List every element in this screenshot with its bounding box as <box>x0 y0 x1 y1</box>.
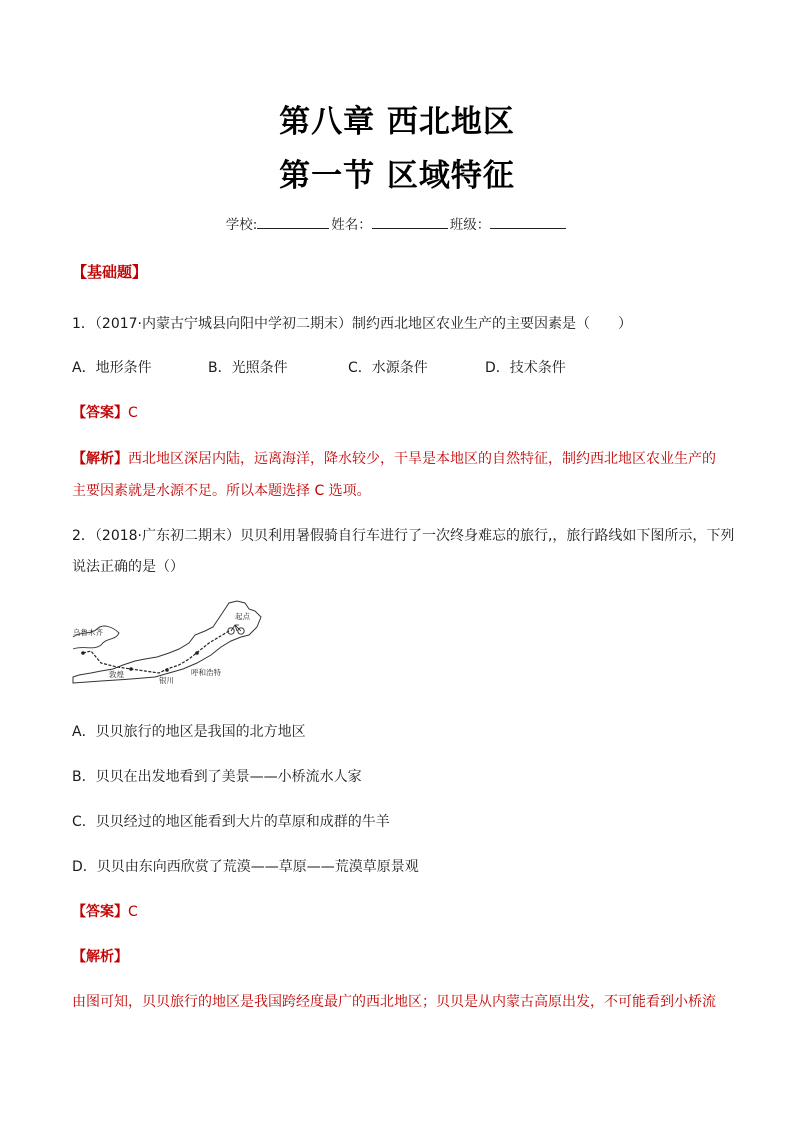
label-hohhot: 呼和浩特 <box>191 668 221 677</box>
q2-stem-line-2: 说法正确的是（） <box>72 559 184 575</box>
q1-analysis-line-2: 主要因素就是水源不足。所以本题选择 C 选项。 <box>72 483 371 499</box>
label-yinchuan: 银川 <box>159 676 174 685</box>
q2-option-c: C．贝贝经过的地区能看到大片的草原和成群的牛羊 <box>72 814 390 830</box>
label-start: 起点 <box>235 612 250 621</box>
q2-answer-label: 【答案】 <box>72 904 128 920</box>
urumqi-dot <box>81 651 85 655</box>
section-title: 第一节 区域特征 <box>279 158 515 194</box>
bicycle-icon <box>228 625 244 634</box>
q1-option-a: A．地形条件 <box>72 360 152 376</box>
q2-analysis-label: 【解析】 <box>72 949 128 965</box>
chapter-title: 第八章 西北地区 <box>279 104 515 140</box>
student-info-line <box>0 213 794 233</box>
route-map-svg <box>71 597 267 693</box>
q1-options <box>72 358 566 378</box>
route-line <box>83 631 229 673</box>
hohhot-dot <box>195 651 199 655</box>
school-blank[interactable] <box>257 216 329 229</box>
label-dunhuang: 敦煌 <box>109 670 124 679</box>
q2-option-b: B．贝贝在出发地看到了美景——小桥流水人家 <box>72 769 362 785</box>
q2-option-a: A．贝贝旅行的地区是我国的北方地区 <box>72 724 306 740</box>
q1-analysis-label: 【解析】 <box>72 451 128 467</box>
name-blank[interactable] <box>372 216 448 229</box>
q1-analysis-text-1: 西北地区深居内陆，远离海洋，降水较少，干旱是本地区的自然特征，制约西北地区农业生产的 <box>128 451 716 467</box>
q2-answer-value: C <box>128 904 138 920</box>
label-urumqi: 乌鲁木齐 <box>73 628 103 637</box>
q2-option-d: D．贝贝由东向西欣赏了荒漠——草原——荒漠草原景观 <box>72 859 419 875</box>
q2-answer <box>72 902 138 922</box>
q1-stem: 1．（2017·内蒙古宁城县向阳中学初二期末）制约西北地区农业生产的主要因素是（ ） <box>72 316 632 332</box>
class-blank[interactable] <box>490 216 566 229</box>
basic-section-heading: 【基础题】 <box>72 263 148 281</box>
q1-answer <box>72 403 138 423</box>
q1-analysis-line-1 <box>72 449 716 469</box>
q1-answer-label: 【答案】 <box>72 405 128 421</box>
class-label: 班级： <box>449 217 491 233</box>
school-label: 学校: <box>225 217 258 233</box>
q1-option-c: C．水源条件 <box>348 360 428 376</box>
q1-option-b: B．光照条件 <box>208 360 288 376</box>
q1-option-d: D．技术条件 <box>485 360 566 376</box>
q2-stem-line-1: 2．（2018·广东初二期末）贝贝利用暑假骑自行车进行了一次终身难忘的旅行,，旅行路线如下图所示，下列 <box>72 528 735 544</box>
q1-answer-value: C <box>128 405 138 421</box>
dunhuang-dot <box>129 667 133 671</box>
q2-analysis-line-1: 由图可知，贝贝旅行的地区是我国跨经度最广的西北地区；贝贝是从内蒙古高原出发，不可能看到小桥流 <box>72 994 716 1010</box>
yinchuan-dot <box>165 668 169 672</box>
route-map <box>71 597 267 693</box>
name-label: 姓名： <box>331 217 372 233</box>
